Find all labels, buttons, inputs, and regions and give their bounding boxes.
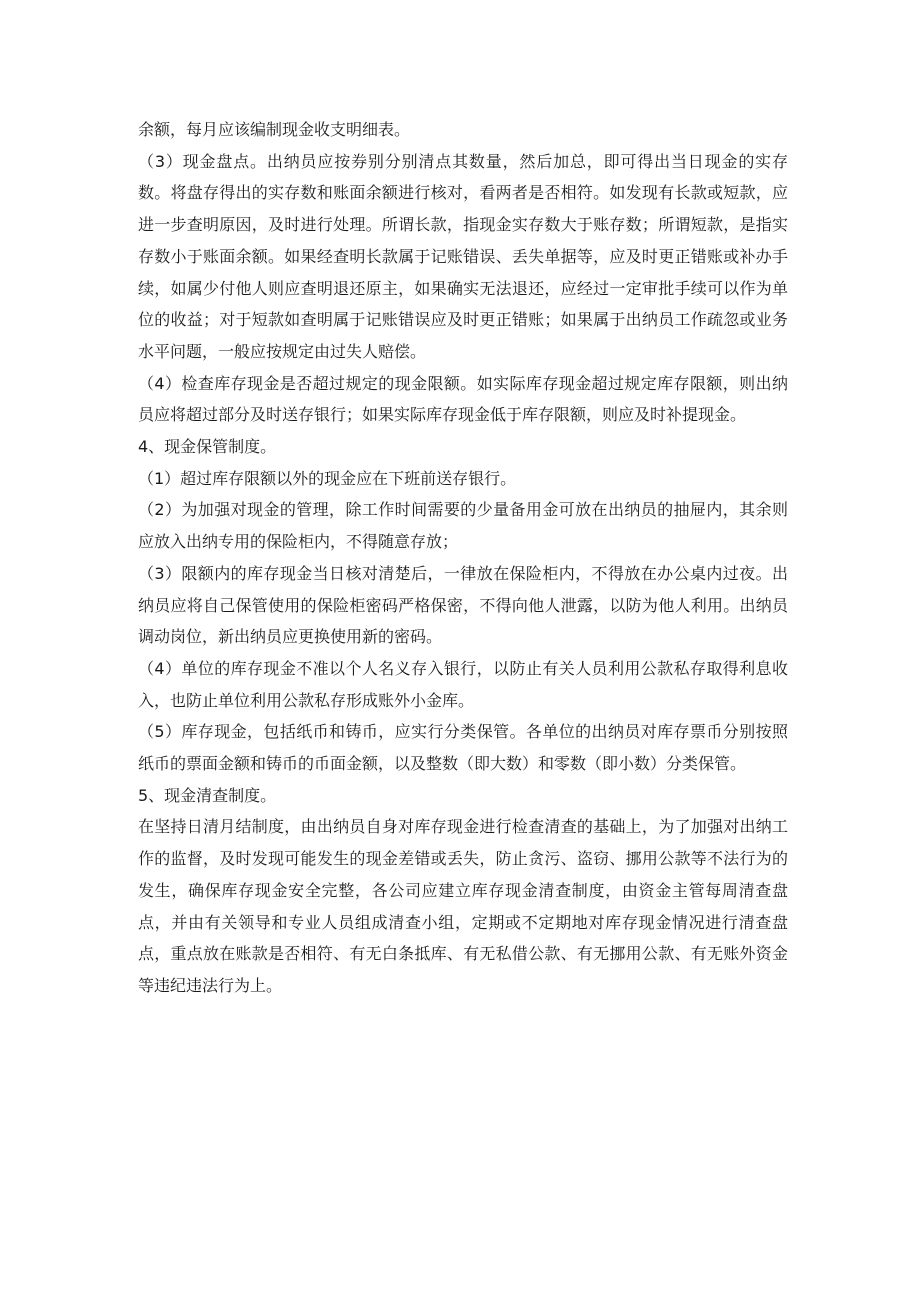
section-heading-cash-custody: 4、现金保管制度。 (138, 437, 277, 457)
section-heading-cash-inspection: 5、现金清查制度。 (138, 785, 277, 805)
paragraph-custody-item-2: （2）为加强对现金的管理，除工作时间需要的少量备用金可放在出纳员的抽屉内，其余则应放入出纳专用的保险柜内，不得随意存放； (138, 500, 788, 552)
paragraph-cash-statement-continuation: 余额，每月应该编制现金收支明细表。 (138, 120, 411, 139)
paragraph-custody-item-1: （1）超过库存限额以外的现金应在下班前送存银行。 (138, 468, 517, 488)
paragraph-cash-limit-check: （4）检查库存现金是否超过规定的现金限额。如实际库存现金超过规定库存限额，则出纳员应将超过部分及时送存银行；如果实际库存现金低于库存限额，则应及时补提现金。 (138, 373, 788, 425)
body-text (138, 114, 788, 1002)
paragraph-custody-item-3: （3）限额内的库存现金当日核对清楚后，一律放在保险柜内，不得放在办公桌内过夜。出纳员应将自己保管使用的保险柜密码严格保密，不得向他人泄露，以防为他人利用。出纳员调动岗位，新出纳员应更换使用新的密码。 (138, 563, 788, 647)
paragraph-custody-item-5: （5）库存现金，包括纸币和铸币，应实行分类保管。各单位的出纳员对库存票币分别按照纸币的票面金额和铸币的币面金额，以及整数（即大数）和零数（即小数）分类保管。 (138, 722, 788, 774)
paragraph-cash-inspection: 在坚持日清月结制度，由出纳员自身对库存现金进行检查清查的基础上，为了加强对出纳工作的监督，及时发现可能发生的现金差错或丢失，防止贪污、盗窃、挪用公款等不法行为的发生，确保库存现金安全完整，各公司应建立库存现金清查制度，由资金主管每周清查盘点，并由有关领导和专业人员组成清查小组，定期或不定期地对库存现金情况进行清查盘点，重点放在账款是否相符、有无白条抵库、有无私借公款、有无挪用公款、有无账外资金等违纪违法行为上。 (138, 817, 788, 995)
paragraph-cash-count: （3）现金盘点。出纳员应按券别分别清点其数量，然后加总，即可得出当日现金的实存数。将盘存得出的实存数和账面余额进行核对，看两者是否相符。如发现有长款或短款，应进一步查明原因，及时进行处理。所谓长款，指现金实存数大于账存数；所谓短款，是指实存数小于账面余额。如果经查明长款属于记账错误、丢失单据等，应及时更正错账或补办手续，如属少付他人则应查明退还原主，如果确实无法退还，应经过一定审批手续可以作为单位的收益；对于短款如查明属于记账错误应及时更正错账；如果属于出纳员工作疏忽或业务水平问题，一般应按规定由过失人赔偿。 (138, 151, 788, 361)
paragraph-custody-item-4: （4）单位的库存现金不准以个人名义存入银行，以防止有关人员利用公款私存取得利息收入，也防止单位利用公款私存形成账外小金库。 (138, 658, 788, 710)
